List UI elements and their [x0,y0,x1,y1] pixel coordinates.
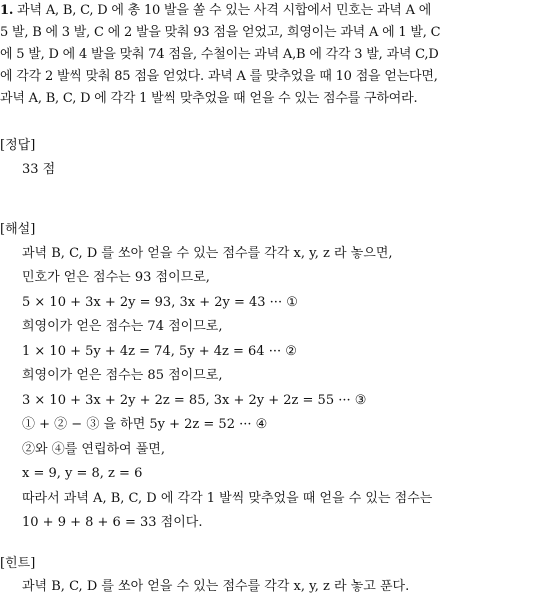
solution-line: 과녁 B, C, D 를 쏘아 얻을 수 있는 점수를 각각 x, y, z 라 놓으면, [22,246,393,261]
hint-label: [힌트] [0,556,36,571]
solution-line: 희영이가 얻은 점수는 74 점이므로, [22,319,223,334]
problem-line-1 [0,0,431,22]
equation-line: 10 + 9 + 8 + 6 = 33 점이다. [22,515,203,530]
solution-line: 희영이가 얻은 점수는 85 점이므로, [22,368,223,383]
solution-line: ②와 ④를 연립하여 풀면, [22,442,165,457]
problem-line-5: 과녁 A, B, C, D 에 각각 1 발씩 맞추었을 때 얻을 수 있는 점수를 구하여라. [0,91,418,106]
problem-number: 1. [0,3,14,18]
problem-line-3: 에 5 발, D 에 4 발을 맞춰 74 점을, 수철이는 과녁 A,B 에 각각 3 발, 과녁 C,D [0,47,439,62]
equation-line: 1 × 10 + 5y + 4z = 74, 5y + 4z = 64 ··· ② [22,344,297,359]
hint-text: 과녁 B, C, D 를 쏘아 얻을 수 있는 점수를 각각 x, y, z 라 놓고 푼다. [22,579,410,594]
answer-label: [정답] [0,138,36,153]
answer-value: 33 점 [22,162,56,177]
problem-text-line-1: 과녁 A, B, C, D 에 총 10 발을 쏠 수 있는 사격 시합에서 민호는 과녁 A 에 [17,3,432,18]
solution-label: [해설] [0,222,36,237]
equation-line: x = 9, y = 8, z = 6 [22,466,143,481]
solution-line: 민호가 얻은 점수는 93 점이므로, [22,270,210,285]
solution-line: ① + ② − ③ 을 하면 5y + 2z = 52 ··· ④ [22,417,268,432]
equation-line: 5 × 10 + 3x + 2y = 93, 3x + 2y = 43 ··· ① [22,295,298,310]
equation-line: 3 × 10 + 3x + 2y + 2z = 85, 3x + 2y + 2z = 55 ··· ③ [22,393,367,408]
problem-line-2: 5 발, B 에 3 발, C 에 2 발을 맞춰 93 점을 얻었고, 희영이는 과녁 A 에 1 발, C [0,25,441,40]
solution-line: 따라서 과녁 A, B, C, D 에 각각 1 발씩 맞추었을 때 얻을 수 있는 점수는 [22,491,433,506]
problem-line-4: 에 각각 2 발씩 맞춰 85 점을 얻었다. 과녁 A 를 맞추었을 때 10 점을 얻는다면, [0,69,438,84]
